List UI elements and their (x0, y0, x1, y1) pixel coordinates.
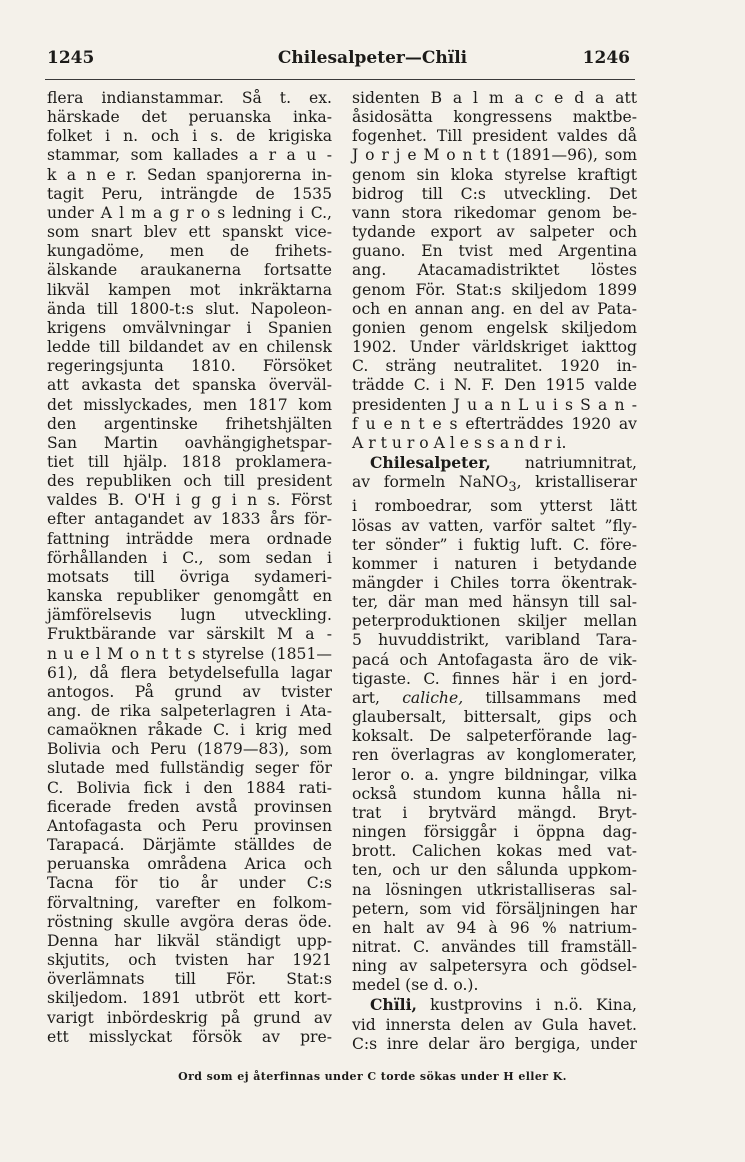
text-line: k a n e r. Sedan spanjorerna in- (47, 165, 332, 184)
text-line: som snart blev ett spanskt vice- (47, 223, 332, 242)
text-line: vann stora rikedomar genom be- (352, 203, 637, 222)
text-line: ett misslyckat försök av pre- (47, 1027, 332, 1046)
text-line: också stundom kunna hålla ni- (352, 784, 637, 803)
text-line: genom För. Stat:s skiljedom 1899 (352, 280, 637, 299)
text-line: kommer i naturen i betydande (352, 554, 637, 573)
text-line: Fruktbärande var särskilt M a - (47, 625, 332, 644)
text-line: petern, som vid försäljningen har (352, 899, 637, 918)
text-line: skiljedom. 1891 utbröt ett kort- (47, 989, 332, 1008)
text-line: bidrog till C:s utveckling. Det (352, 184, 637, 203)
headword-chilesalpeter: Chilesalpeter, (370, 452, 491, 472)
text-line: stammar, som kallades a r a u - (47, 146, 332, 165)
text-line: en halt av 94 à 96 % natrium- (352, 918, 637, 937)
text-line: ficerade freden avstå provinsen (47, 797, 332, 816)
text-line: leror o. a. yngre bildningar, vilka (352, 765, 637, 784)
text-line: brott. Calichen kokas med vat- (352, 842, 637, 861)
text-line: ningen försiggår i öppna dag- (352, 823, 637, 842)
text-line: överlämnats till För. Stat:s (47, 970, 332, 989)
text-line: förvaltning, varefter en folkom- (47, 893, 332, 912)
chilesalpeter-caliche-line: art, caliche, tillsammans med (352, 688, 637, 707)
text-line: peruanska områdena Arica och (47, 855, 332, 874)
text-line: att avkasta det spanska överväl- (47, 376, 332, 395)
text-line: regeringsjunta 1810. Försöket (47, 357, 332, 376)
text-line: lösas av vatten, varför saltet ”fly- (352, 516, 637, 535)
text-line: J o r j e M o n t t (1891—96), som (352, 146, 637, 165)
running-title: Chilesalpeter—Chïli (277, 48, 468, 68)
text-line: tiet till hjälp. 1818 proklamera- (47, 452, 332, 471)
text-line: ända till 1800-t:s slut. Napoleon- (47, 299, 332, 318)
text-line: n u e l M o n t t s styrelse (1851— (47, 644, 332, 663)
text-line: pacá och Antofagasta äro de vik- (352, 650, 637, 669)
text-line: vid innersta delen av Gula havet. (352, 1015, 637, 1034)
text-line: slutade med fullständig seger för (47, 759, 332, 778)
text-line: 61), då flera betydelsefulla lagar (47, 663, 332, 682)
text-line: Bolivia och Peru (1879—83), som (47, 740, 332, 759)
text-line: ren överlagras av konglomerater, (352, 746, 637, 765)
text-line: na lösningen utkristalliseras sal- (352, 880, 637, 899)
entry-chili (352, 995, 637, 1053)
text-line: mängder i Chiles torra ökentrak- (352, 574, 637, 593)
chilesalpeter-formula-line: av formeln NaNO$_3$, kristalliserar (352, 473, 637, 496)
text-line: ten, och ur den sålunda uppkom- (352, 861, 637, 880)
text-line: koksalt. De salpeterförande lag- (352, 727, 637, 746)
text-line: des republiken och till president (47, 472, 332, 491)
text-line: medel (se d. o.). (352, 976, 479, 995)
text-line: likväl kampen mot inkräktarna (47, 280, 332, 299)
text-line: kanska republiker genomgått en (47, 587, 332, 606)
header-rule (45, 79, 635, 80)
chilesalpeter-first-line: Chilesalpeter, natriumnitrat, (370, 452, 637, 472)
text-line: skjutits, och tvisten har 1921 (47, 951, 332, 970)
page-number-right: 1246 (582, 48, 630, 68)
chili-entry-continuation (352, 89, 637, 453)
text-line: C:s inre delar äro bergiga, under (352, 1034, 637, 1053)
text-line: åsidosätta kongressens maktbe- (352, 108, 637, 127)
text-line: Tacna för tio år under C:s (47, 874, 332, 893)
text-line: i romboedrar, som ytterst lätt (352, 497, 637, 516)
text-line: presidenten J u a n L u i s S a n - (352, 395, 637, 414)
text-line: ter, där man med hänsyn till sal- (352, 593, 637, 612)
text-line: C. Bolivia fick i den 1884 rati- (47, 778, 332, 797)
chilesalpeter-body-b (352, 708, 637, 995)
text-line: valdes B. O'H i g g i n s. Först (47, 491, 332, 510)
text-line: gonien genom engelsk skiljedom (352, 318, 637, 337)
footer-note: Ord som ej återfinnas under C torde sökas under H eller K. (178, 1070, 567, 1083)
text-line: Tarapacá. Därjämte ställdes de (47, 836, 332, 855)
page-number-left: 1245 (47, 48, 95, 68)
chili-first-line: Chïli, kustprovins i n.ö. Kina, (370, 995, 637, 1015)
text-line: nitrat. C. användes till framställ- (352, 937, 637, 956)
text-line: efter antagandet av 1833 års för- (47, 510, 332, 529)
text-line: kungadöme, men de frihets- (47, 242, 332, 261)
text-line: 5 huvuddistrikt, varibland Tara- (352, 631, 637, 650)
text-line: glaubersalt, bittersalt, gips och (352, 708, 637, 727)
text-line: det misslyckades, men 1817 kom (47, 395, 332, 414)
text-line: Denna har likväl ständigt upp- (47, 931, 332, 950)
text-line: San Martin oavhängighetspar- (47, 433, 332, 452)
text-line: tigaste. C. finnes här i en jord- (352, 669, 637, 688)
text-line: ter sönder” i fuktig luft. C. före- (352, 535, 637, 554)
text-line: sidenten B a l m a c e d a att (352, 89, 637, 107)
text-line: härskade det peruanska inka- (47, 108, 332, 127)
text-line: antogos. På grund av tvister (47, 682, 332, 701)
chili-body (352, 1016, 637, 1054)
text-line: röstning skulle avgöra deras öde. (47, 912, 332, 931)
text-line: ang. de rika salpeterlagren i Ata- (47, 702, 332, 720)
text-line: flera indianstammar. Så t. ex. (47, 89, 332, 107)
text-line: ning av salpetersyra och gödsel- (352, 957, 637, 976)
text-line: fattning inträdde mera ordnade (47, 529, 332, 548)
text-line: f u e n t e s efterträddes 1920 av (352, 414, 637, 433)
text-line: trädde C. i N. F. Den 1915 valde (352, 376, 637, 395)
left-column (47, 89, 332, 1047)
text-line: folket i n. och i s. de krigiska (47, 127, 332, 146)
text-line: krigens omvälvningar i Spanien (47, 318, 332, 337)
caliche-term: caliche, (402, 688, 464, 707)
text-line: under A l m a g r o s ledning i C., (47, 203, 332, 222)
text-line: den argentinske frihetshjälten (47, 414, 332, 433)
chemical-formula: NaNO$_3$ (458, 473, 517, 496)
text-line: genom sin kloka styrelse kraftigt (352, 165, 637, 184)
text-line: och en annan ang. en del av Pata- (352, 299, 637, 318)
text-line: Antofagasta och Peru provinsen (47, 816, 332, 835)
text-line: camaöknen råkade C. i krig med (47, 721, 332, 740)
text-line: motsats till övriga sydameri- (47, 567, 332, 586)
right-column (352, 89, 637, 1054)
text-line: trat i brytvärd mängd. Bryt- (352, 803, 637, 822)
chilesalpeter-body-a (352, 497, 637, 689)
text-line: älskande araukanerna fortsatte (47, 261, 332, 280)
text-line: 1902. Under världskriget iakttog (352, 338, 637, 357)
text-line: tagit Peru, inträngde de 1535 (47, 184, 332, 203)
entry-chilesalpeter (352, 453, 637, 995)
text-line: guano. En tvist med Argentina (352, 242, 637, 261)
text-line: jämförelsevis lugn utveckling. (47, 606, 332, 625)
headword-chili: Chïli, (370, 995, 417, 1015)
text-line: ang. Atacamadistriktet löstes (352, 261, 637, 280)
text-line: förhållanden i C., som sedan i (47, 548, 332, 567)
text-line: peterproduktionen skiljer mellan (352, 612, 637, 631)
text-line: C. sträng neutralitet. 1920 in- (352, 357, 637, 376)
text-line: ledde till bildandet av en chilensk (47, 338, 332, 357)
text-line: fogenhet. Till president valdes då (352, 127, 637, 146)
text-line: varigt inbördeskrig på grund av (47, 1008, 332, 1027)
text-line: tydande export av salpeter och (352, 223, 637, 242)
text-line: A r t u r o A l e s s a n d r i. (352, 433, 567, 452)
